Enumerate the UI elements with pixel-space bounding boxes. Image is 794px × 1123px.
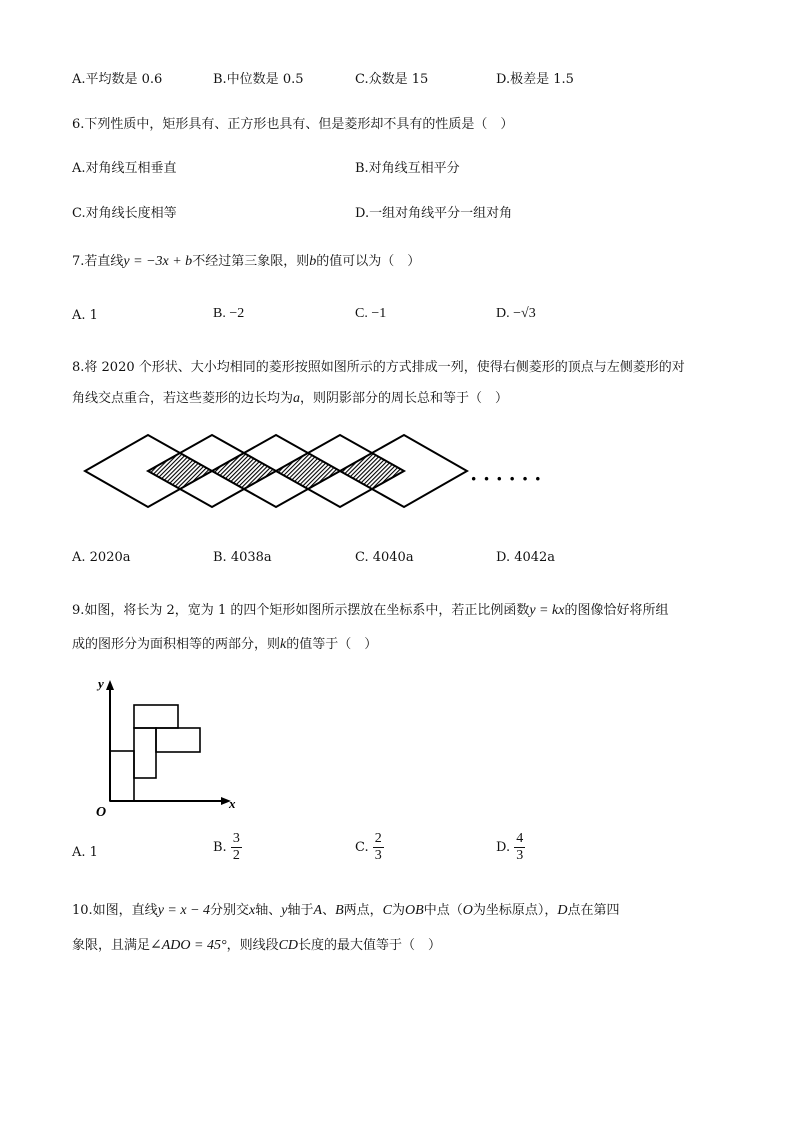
- q9-stem-line2-prefix: 成的图形分为面积相等的两部分，则: [72, 637, 281, 652]
- q10-stem-line1: [72, 899, 619, 919]
- q10-var-y: y: [281, 903, 288, 918]
- q8-shaded-region-2: [212, 453, 276, 489]
- q9-rect-4: [156, 728, 200, 752]
- q9-option-c: [355, 831, 384, 864]
- q8-option-a: A. 2020a: [72, 550, 131, 565]
- q10-equation: y = x − 4: [157, 903, 211, 918]
- q8-option-b: B. 4038a: [213, 550, 272, 565]
- q8-shaded-region-1: [148, 453, 212, 489]
- q7-option-d: D. −√3: [496, 306, 536, 321]
- q9-option-c-denominator: 3: [374, 848, 382, 863]
- q10-text: 两点，: [343, 903, 383, 918]
- q9-option-c-label: C.: [355, 840, 369, 855]
- q7-option-b: B. −2: [213, 306, 245, 321]
- q7-stem: [72, 250, 420, 270]
- q10-point-a: A: [313, 903, 323, 918]
- q7-stem-prefix: 7.若直线: [72, 254, 124, 269]
- q6-option-d: D.一组对角线平分一组对角: [355, 206, 513, 221]
- q7-stem-mid: 不经过第三象限，则: [192, 254, 310, 269]
- q10-segment-cd: CD: [278, 938, 299, 953]
- q6-stem: 6.下列性质中，矩形具有、正方形也具有、但是菱形却不具有的性质是（ ）: [72, 117, 514, 132]
- q10-text: 轴于: [287, 903, 314, 918]
- q10-text: 点在第四: [567, 903, 620, 918]
- q9-option-b-label: B.: [213, 840, 227, 855]
- q9-rect-2: [134, 728, 156, 778]
- q10-text: 轴、: [255, 903, 282, 918]
- q8-stem-var: a: [293, 391, 301, 406]
- q10-text: 中点（: [423, 903, 463, 918]
- q9-stem-line2-suffix: 的值等于（ ）: [286, 637, 378, 652]
- q10-angle-condition: ∠ADO = 45°: [150, 938, 227, 953]
- q6-option-c: C.对角线长度相等: [72, 206, 177, 221]
- q5-option-a: A.平均数是 0.6: [72, 72, 163, 87]
- q10-point-c: C: [382, 903, 392, 918]
- q10-point-b: B: [335, 903, 344, 918]
- q10-segment-ob: OB: [405, 903, 424, 918]
- q8-figure-dots: · · · · · ·: [470, 466, 542, 491]
- q10-var-x: x: [249, 903, 256, 918]
- q9-stem-line1: [72, 599, 668, 619]
- q8-option-d: D. 4042a: [496, 550, 556, 565]
- q9-option-d-denominator: 3: [516, 848, 524, 863]
- q8-stem-line2: [72, 387, 508, 407]
- q9-stem-line2: [72, 633, 377, 653]
- q9-stem-line1-prefix: 9.如图，将长为 2，宽为 1 的四个矩形如图所示摆放在坐标系中，若正比例函数: [72, 603, 530, 618]
- q6-option-a: A.对角线互相垂直: [72, 161, 177, 176]
- q8-stem-line1: 8.将 2020 个形状、大小均相同的菱形按照如图所示的方式排成一列，使得右侧菱形的顶点与左侧菱形的对: [72, 360, 685, 375]
- q10-text: 为坐标原点），: [472, 903, 558, 918]
- q7-option-c: C. −1: [355, 306, 387, 321]
- q10-point-o: O: [462, 903, 473, 918]
- q6-option-b: B.对角线互相平分: [355, 161, 460, 176]
- q7-option-a: A. 1: [72, 308, 98, 323]
- q9-option-a: A. 1: [72, 845, 98, 860]
- q8-rhombus-figure: [80, 428, 580, 524]
- q10-text: 分别交: [210, 903, 250, 918]
- q9-rect-1: [110, 751, 134, 801]
- q9-option-d: [496, 831, 525, 864]
- q10-text: 长度的最大值等于（ ）: [298, 938, 442, 953]
- q9-option-d-label: D.: [496, 840, 511, 855]
- q9-y-axis-arrow: [106, 680, 114, 690]
- q9-stem-var: k: [280, 637, 287, 652]
- q8-shaded-region-4: [340, 453, 404, 489]
- q9-y-label: y: [98, 676, 104, 691]
- q9-option-b-fraction: [231, 831, 242, 864]
- q9-option-d-fraction: [514, 831, 525, 864]
- q9-x-label: x: [229, 796, 236, 811]
- q9-option-c-fraction: [373, 831, 384, 864]
- q9-option-b-numerator: 3: [232, 831, 240, 846]
- q10-text: 10.如图，直线: [72, 903, 158, 918]
- q9-stem-equation: y = kx: [529, 603, 565, 618]
- q10-text: 、: [322, 903, 336, 918]
- q5-option-c: C.众数是 15: [355, 72, 429, 87]
- q8-shaded-region-3: [276, 453, 340, 489]
- q5-option-b: B.中位数是 0.5: [213, 72, 304, 87]
- q9-stem-line1-suffix: 的图像恰好将所组: [564, 603, 669, 618]
- q9-option-b: [213, 831, 242, 864]
- q5-option-d: D.极差是 1.5: [496, 72, 574, 87]
- q9-option-d-numerator: 4: [516, 831, 524, 846]
- q10-text: 象限，且满足: [72, 938, 151, 953]
- q8-option-c: C. 4040a: [355, 550, 414, 565]
- q9-option-b-denominator: 2: [232, 848, 240, 863]
- q9-option-c-numerator: 2: [374, 831, 382, 846]
- q10-text: 为: [392, 903, 406, 918]
- q10-text: ，则线段: [226, 938, 279, 953]
- q8-stem-line2-suffix: ，则阴影部分的周长总和等于（ ）: [300, 391, 509, 406]
- q10-point-d: D: [557, 903, 568, 918]
- q9-origin-label: O: [96, 805, 107, 820]
- q7-stem-var: b: [309, 254, 317, 269]
- q9-coordinate-figure: [88, 672, 248, 822]
- q7-stem-equation: y = −3x + b: [123, 254, 193, 269]
- q10-stem-line2: [72, 934, 441, 954]
- q9-rect-3: [134, 705, 178, 728]
- q7-stem-suffix: 的值可以为（ ）: [316, 254, 421, 269]
- q8-stem-line2-prefix: 角线交点重合，若这些菱形的边长均为: [72, 391, 294, 406]
